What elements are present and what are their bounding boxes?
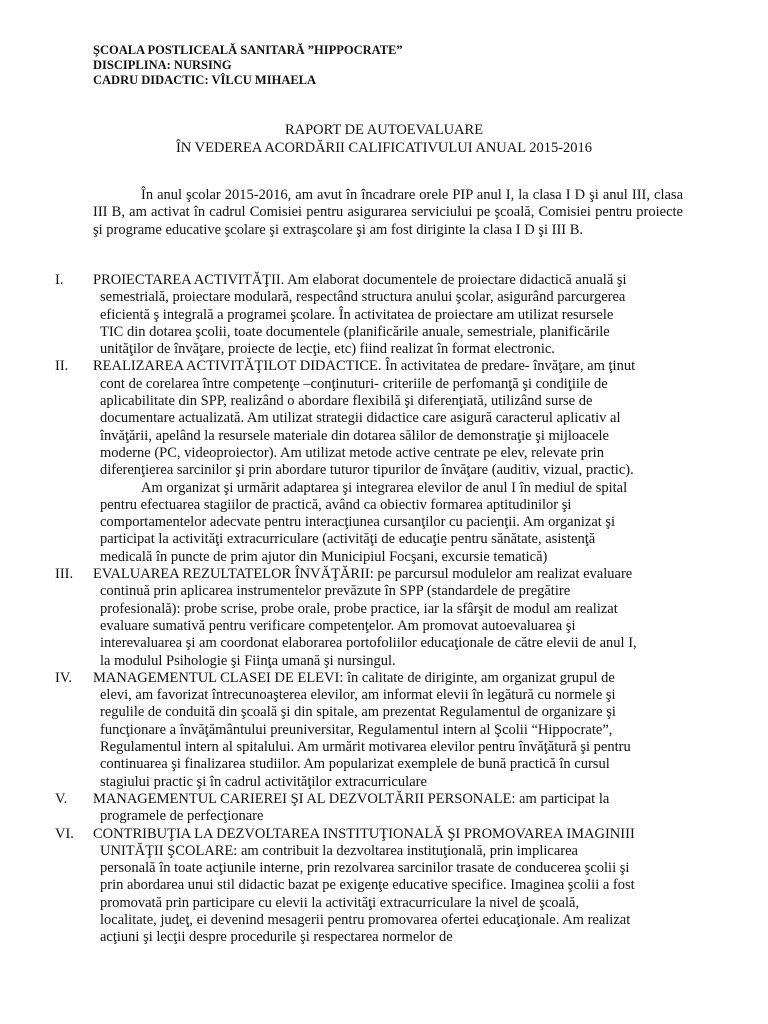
- section-dezvoltare-institutionala: [0, 826, 768, 947]
- section-line: pentru efectuarea stagiilor de practică, având ca obiectiv formarea aptitudinilor şi: [100, 496, 572, 513]
- section-line: prin abordarea unui stil didactic bazat pe exigenţe educative specifice. Imaginea şcolii a fost: [100, 877, 635, 894]
- section-line: promovată prin participare cu elevii la activităţi extracurriculare la nivel de şcoală,: [100, 894, 580, 911]
- title-line-2: ÎN VEDEREA ACORDĂRII CALIFICATIVULUI ANUAL 2015-2016: [175, 140, 593, 156]
- intro-paragraph: [93, 187, 683, 239]
- section-management-clasa: [0, 670, 768, 791]
- section-line: stagiului practic şi în cadrul activităţilor extracurriculare: [100, 773, 427, 790]
- section-line: UNITĂŢII ŞCOLARE: am contribuit la dezvoltarea instituţională, prin implicarea: [100, 842, 578, 859]
- section-management-cariera: [0, 791, 768, 826]
- section-line: interevaluarea şi am coordonat elaborarea portofoliilor educaţionale de către elevii de anul I,: [100, 635, 637, 652]
- section-first-line: MANAGEMENTUL CLASEI DE ELEVI: în calitate de diriginte, am organizat grupul de: [93, 669, 615, 686]
- section-line: continuă prin aplicarea instrumentelor prevăzute în SPP (standardele de pregătire: [100, 583, 571, 600]
- school-name: ŞCOALA POSTLICEALĂ SANITARĂ ”HIPPOCRATE”: [93, 43, 403, 57]
- section-line: participat la activităţi extracurriculare (activităţi de educaţie pentru sănătate, asistenţă: [100, 531, 596, 548]
- section-line: moderne (PC, videoproiector). Am utilizat metode active centrate pe elev, relevate prin: [100, 444, 604, 461]
- section-line: aplicabilitate din SPP, realizând o abordare flexibilă şi diferenţiată, utilizând surse de: [100, 393, 593, 410]
- section-line: medicală în puncte de prim ajutor din Municipiul Focşani, excursie tematică): [100, 548, 548, 565]
- section-line: comportamentelor adecvate pentru interacţiunea cursanţilor cu pacienţii. Am organizat şi: [100, 514, 616, 531]
- intro-text: În anul şcolar 2015-2016, am avut în încadrare orele PIP anul I, la clasa I D şi anul III, clasa III B, am activat în cadrul Comisiei pentru asigurarea serviciului pe şcoală, Comisiei pentru proiecte şi programe educative şcolare şi extraşcolare şi am fost diriginte la clasa I D şi III B.: [93, 187, 684, 238]
- section-evaluare: [0, 566, 768, 670]
- document-title: [0, 121, 768, 157]
- section-line: TIC din dotarea şcolii, toate documentele (planificările anuale, semestriale, planificările: [100, 323, 610, 340]
- teacher-name: CADRU DIDACTIC: VÎLCU MIHAELA: [93, 73, 317, 87]
- section-number: V.: [55, 790, 68, 807]
- section-line: personală în toate acţiunile interne, prin rezolvarea sarcinilor trasate de conducerea şcolii şi: [100, 860, 630, 877]
- section-line: funcţionare a învăţământului preuniversitar, Regulamentul intern al Şcolii “Hippocrate”,: [100, 721, 613, 738]
- title-line-1: RAPORT DE AUTOEVALUARE: [284, 122, 484, 138]
- section-line: continuarea şi finalizarea studiilor. Am popularizat exemplele de bună practică în cursul: [100, 756, 610, 773]
- section-line: localitate, judeţ, ei devenind mesagerii pentru promovarea ofertei educaţionale. Am realizat: [100, 911, 631, 928]
- section-line: cont de corelarea între competenţe –conţinuturi- criteriile de perfomanţă şi condiţiile de: [100, 375, 608, 392]
- section-line: Regulamentul intern al spitalului. Am urmărit motivarea elevilor pentru învăţătură şi pentru: [100, 739, 631, 756]
- section-line: programele de perfecţionare: [100, 808, 264, 825]
- section-line: eficientă ş integrală a programei şcolare. În activitatea de proiectare am utilizat resursele: [100, 306, 614, 323]
- section-line: elevi, am favorizat întrecunoaşterea elevilor, am informat elevii în legătură cu normele şi: [100, 687, 616, 704]
- section-first-line: EVALUAREA REZULTATELOR ÎNVĂŢĂRII: pe parcursul modulelor am realizat evaluare: [93, 566, 633, 583]
- report-sections: [0, 272, 768, 947]
- section-first-line: CONTRIBUŢIA LA DEZVOLTAREA INSTITUŢIONALĂ ŞI PROMOVAREA IMAGINIII: [93, 825, 635, 842]
- section-line: diferenţierea sarcinilor şi prin abordare tuturor tipurilor de învăţare (auditiv, vizual, practic).: [100, 462, 634, 479]
- section-number: I.: [55, 272, 64, 288]
- section-realizare: [0, 358, 768, 566]
- section-line: învăţării, apelând la resursele materiale din dotarea sălilor de demonstraţie şi mijloacele: [100, 427, 609, 444]
- section-first-line: MANAGEMENTUL CARIEREI ŞI AL DEZVOLTĂRII PERSONALE: am participat la: [93, 790, 610, 807]
- section-first-line: PROIECTAREA ACTIVITĂŢII. Am elaborat documentele de proiectare didactică anuală şi: [93, 272, 627, 288]
- section-line: unităţilor de învăţare, proiecte de lecţie, etc) fiind realizat în format electronic.: [100, 341, 555, 358]
- section-line: acţiuni şi lecţii despre procedurile şi respectarea normelor de: [100, 929, 453, 946]
- section-line: regulile de conduită din şcoală şi din spitale, am prezentat Regulamentul de organizare şi: [100, 704, 616, 721]
- section-line: la modulul Psihologie şi Fiinţa umană şi nursingul.: [100, 652, 396, 669]
- section-first-line: REALIZAREA ACTIVITĂŢILOT DIDACTICE. În activitatea de predare- învăţare, am ţinut: [93, 358, 636, 375]
- discipline: DISCIPLINA: NURSING: [93, 58, 232, 72]
- section-number: IV.: [55, 669, 73, 686]
- section-number: III.: [55, 566, 74, 583]
- section-line: semestrială, proiectare modulară, respectând structura anului şcolar, asigurând parcurgerea: [100, 289, 626, 306]
- section-number: II.: [55, 358, 69, 375]
- section-number: VI.: [55, 825, 74, 842]
- section-line: documentare actualizată. Am utilizat strategii didactice care asigură caracterul aplicativ al: [100, 410, 621, 427]
- section-line: evaluare sumativă pentru verificare competenţelor. Am promovat autoevaluarea şi: [100, 617, 576, 634]
- section-subparagraph-first: Am organizat şi urmărit adaptarea şi integrarea elevilor de anul I în mediul de spital: [141, 479, 628, 496]
- section-line: profesională): probe scrise, probe orale, probe practice, iar la sfârşit de modul am realizat: [100, 600, 618, 617]
- section-proiectare: [0, 272, 768, 358]
- document-header: [93, 43, 403, 88]
